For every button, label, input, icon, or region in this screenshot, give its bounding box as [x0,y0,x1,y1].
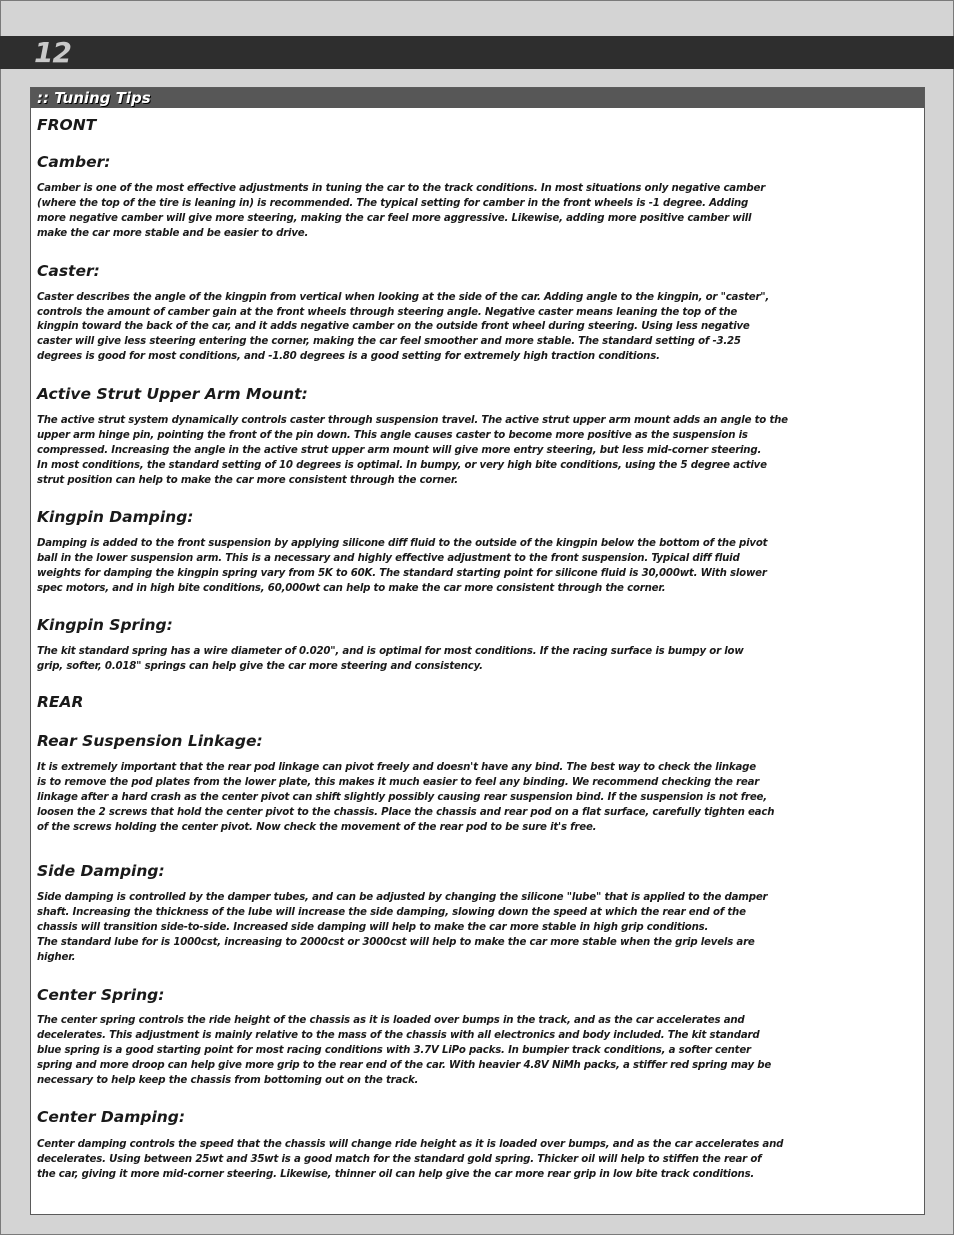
center-spring-heading: Center Spring: [37,986,165,1004]
caster-heading: Caster: [37,262,100,280]
active-strut-line: In most conditions, the standard setting of 10 degrees is optimal. In bumpy, or very high bite conditions, using the 5 degree active [37,460,767,471]
kingpin-damping-line: weights for damping the kingpin spring vary from 5K to 60K. The standard starting point for silicone fluid is 30,000wt. With slower [37,568,767,579]
kingpin-spring-heading: Kingpin Spring: [37,616,173,634]
active-strut-line: strut position can help to make the car more consistent through the corner. [37,475,458,486]
active-strut-line: compressed. Increasing the angle in the active strut upper arm mount will give more entry steering, but less mid-corner steering. [37,445,762,456]
camber-line: make the car more stable and be easier to drive. [37,228,309,239]
camber-line: more negative camber will give more steering, making the car feel more aggressive. Likewise, adding more positive camber will [37,213,752,224]
caster-line: Caster describes the angle of the kingpin from vertical when looking at the side of the car. Adding angle to the kingpin, or "caster", [37,292,770,303]
rear-linkage-line: It is extremely important that the rear pod linkage can pivot freely and doesn't have any bind. The best way to check the linkage [37,762,756,773]
center-damping-line: decelerates. Using between 25wt and 35wt is a good match for the standard gold spring. Thicker oil will help to stiffen the rear of [37,1154,762,1165]
side-damping-line: The standard lube for is 1000cst, increasing to 2000cst or 3000cst will help to make the car more stable when the grip levels are [37,937,755,948]
caster-line: caster will give less steering entering the corner, making the car feel smoother and more stable. The standard setting of -3.25 [37,336,741,347]
rear-linkage-heading: Rear Suspension Linkage: [37,732,263,750]
side-damping-line: Side damping is controlled by the damper tubes, and can be adjusted by changing the silicone "lube" that is applied to the damper [37,892,768,903]
side-damping-heading: Side Damping: [37,862,165,880]
side-damping-line: chassis will transition side-to-side. Increased side damping will help to make the car more stable in high grip conditions. [37,922,709,933]
camber-heading: Camber: [37,153,111,171]
rear-linkage-line: is to remove the pod plates from the lower plate, this makes it much easier to feel any binding. We recommend checking the rear [37,777,760,788]
active-strut-heading: Active Strut Upper Arm Mount: [37,385,308,403]
rear-linkage-line: of the screws holding the center pivot. Now check the movement of the rear pod to be sure it's free. [37,822,597,833]
rear-linkage-line: linkage after a hard crash as the center pivot can shift slightly possibly causing rear suspension bind. If the suspension is not free, [37,792,767,803]
kingpin-damping-heading: Kingpin Damping: [37,508,194,526]
section-title: :: Tuning Tips [37,89,151,107]
caster-line: degrees is good for most conditions, and -1.80 degrees is a good setting for extremely high traction conditions. [37,351,660,362]
kingpin-damping-line: Damping is added to the front suspension by applying silicone diff fluid to the outside of the kingpin below the bottom of the pivot [37,538,768,549]
camber-line: (where the top of the tire is leaning in) is recommended. The typical setting for camber in the front wheels is -1 degree. Adding [37,198,749,209]
center-spring-line: decelerates. This adjustment is mainly relative to the mass of the chassis with all electronics and body included. The kit standard [37,1030,760,1041]
center-spring-line: necessary to help keep the chassis from bottoming out on the track. [37,1075,419,1086]
center-damping-heading: Center Damping: [37,1108,186,1126]
center-damping-line: Center damping controls the speed that the chassis will change ride height as it is loaded over bumps, and as the car accelerates and [37,1139,784,1150]
caster-line: kingpin toward the back of the car, and it adds negative camber on the outside front wheel during steering. Using less negative [37,321,750,332]
front-label: FRONT [37,116,97,134]
page-number: 12 [34,36,71,69]
side-damping-line: shaft. Increasing the thickness of the lube will increase the side damping, slowing down the speed at which the rear end of the [37,907,746,918]
rear-linkage-line: loosen the 2 screws that hold the center pivot to the chassis. Place the chassis and rear pod on a flat surface, carefully tighten each [37,807,775,818]
rear-label: REAR [37,693,84,711]
kingpin-spring-line: grip, softer, 0.018" springs can help give the car more steering and consistency. [37,661,483,672]
center-damping-line: the car, giving it more mid-corner steering. Likewise, thinner oil can help give the car more rear grip in low bite track conditions. [37,1169,755,1180]
active-strut-line: upper arm hinge pin, pointing the front of the pin down. This angle causes caster to become more positive as the suspension is [37,430,748,441]
caster-line: controls the amount of camber gain at the front wheels through steering angle. Negative caster means leaning the top of the [37,307,738,318]
active-strut-line: The active strut system dynamically controls caster through suspension travel. The active strut upper arm mount adds an angle to the [37,415,788,426]
center-spring-line: The center spring controls the ride height of the chassis as it is loaded over bumps in the track, and as the car accelerates and [37,1015,745,1026]
section-title-bar [31,88,924,108]
side-damping-line: higher. [37,952,76,963]
center-spring-line: spring and more droop can help give more grip to the rear end of the car. With heavier 4.8V NiMh packs, a stiffer red spring may be [37,1060,772,1071]
kingpin-damping-line: ball in the lower suspension arm. This is a necessary and highly effective adjustment to the front suspension. Typical diff fluid [37,553,740,564]
center-spring-line: blue spring is a good starting point for most racing conditions with 3.7V LiPo packs. In bumpier track conditions, a softer center [37,1045,751,1056]
kingpin-spring-line: The kit standard spring has a wire diameter of 0.020", and is optimal for most conditions. If the racing surface is bumpy or low [37,646,744,657]
kingpin-damping-line: spec motors, and in high bite conditions, 60,000wt can help to make the car more consistent through the corner. [37,583,666,594]
page-header-bar [0,36,954,69]
camber-line: Camber is one of the most effective adjustments in tuning the car to the track conditions. In most situations only negative camber [37,183,766,194]
